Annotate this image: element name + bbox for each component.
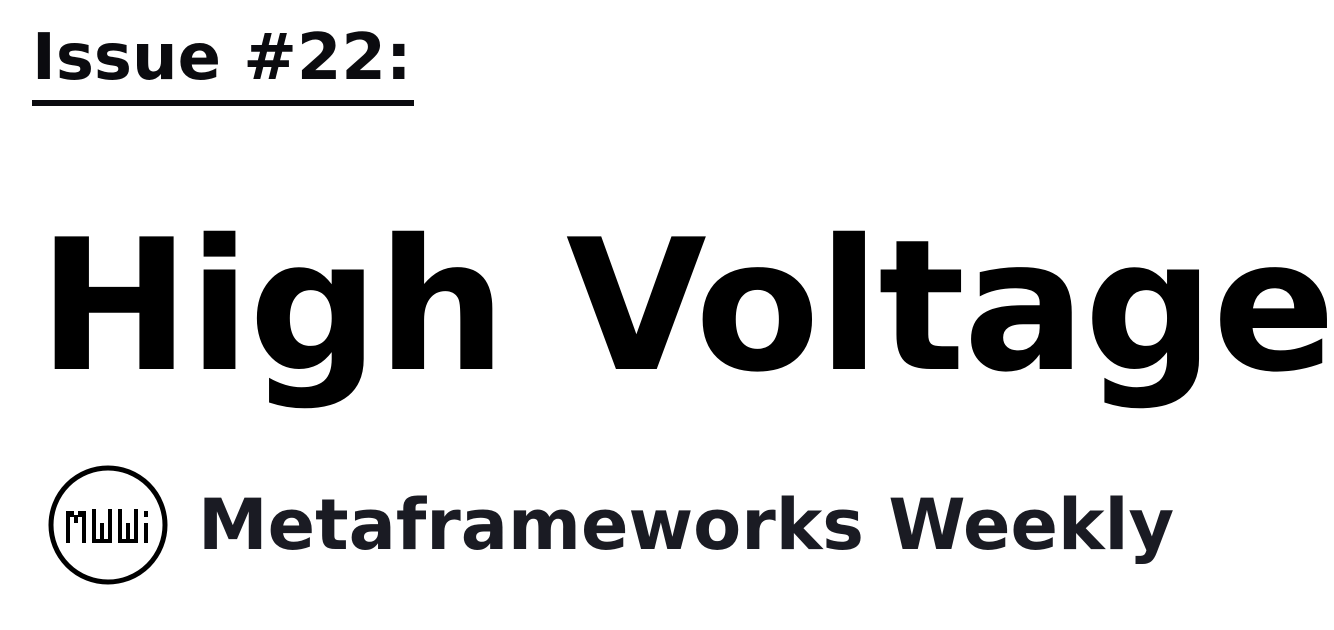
headline-title: High Voltage [38,200,1334,412]
issue-label: Issue #22: [32,21,412,95]
brand-name: Metaframeworks Weekly [198,484,1175,566]
mw-monogram-icon [48,465,168,585]
issue-underline [32,100,414,106]
brand-lockup [48,462,1174,588]
